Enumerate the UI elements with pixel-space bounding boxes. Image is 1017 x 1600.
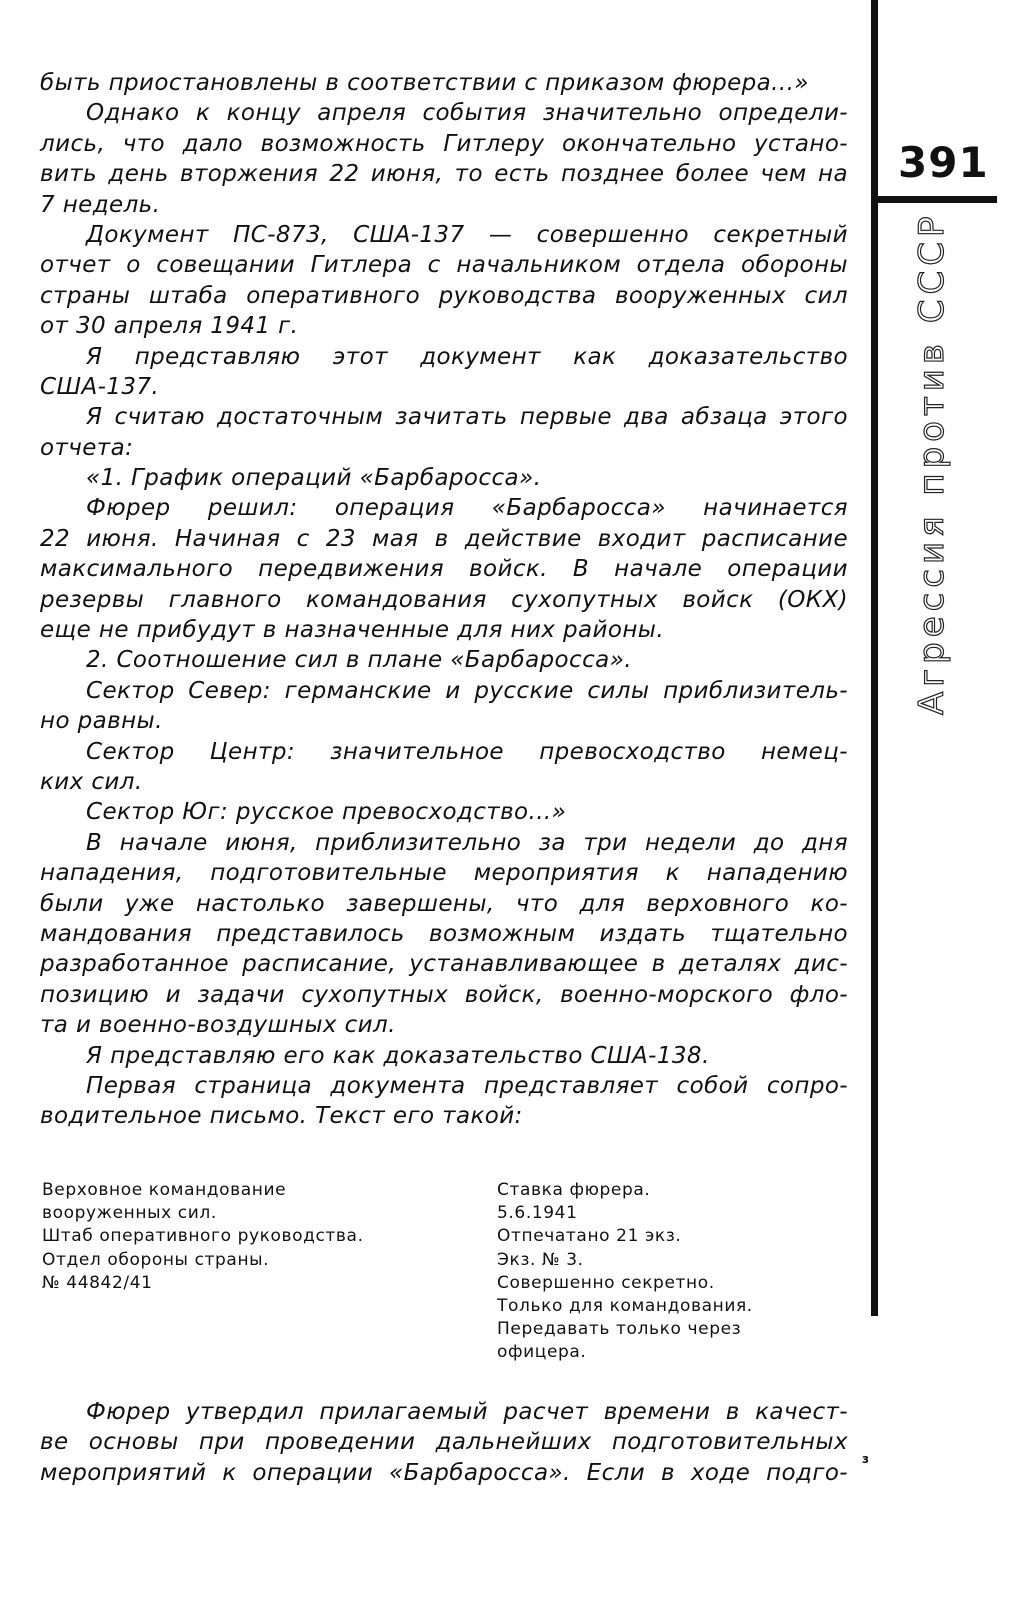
letterhead-line: 5.6.1941 xyxy=(497,1203,578,1224)
letterhead-line: Ставка фюрера. xyxy=(497,1180,651,1200)
text-line: 2. Соотношение сил в плане «Барбаросса». xyxy=(86,647,632,674)
letterhead-line: Штаб оперативного руководства. xyxy=(42,1226,364,1247)
text-line: от 30 апреля 1941 г. xyxy=(40,313,299,340)
text-line: Сектор Север: германские и русские силы приблизитель- xyxy=(86,677,848,704)
text-line: Я считаю достаточным зачитать первые два абзаца этого xyxy=(86,404,848,431)
text-line: нападения, подготовительные мероприятия к нападению xyxy=(40,860,848,887)
text-line: Фюрер утвердил прилагаемый расчет времени в качест- xyxy=(86,1399,848,1425)
text-line: Сектор Юг: русское превосходство...» xyxy=(86,799,567,826)
text-line: Сектор Центр: значительное превосходство немец- xyxy=(86,738,848,765)
letterhead-line: Отпечатано 21 экз. xyxy=(497,1226,682,1247)
letterhead-line: Совершенно секретно. xyxy=(497,1272,715,1293)
letterhead-line: Только для командования. xyxy=(497,1296,753,1317)
text-line: были уже настолько завершены, что для верховного ко- xyxy=(40,890,848,917)
text-line: ких сил. xyxy=(40,768,143,795)
letterhead-line: № 44842/41 xyxy=(42,1272,153,1293)
page-number-rule xyxy=(871,196,997,203)
text-line: та и военно-воздушных сил. xyxy=(40,1012,396,1039)
text-line: В начале июня, приблизительно за три недели до дня xyxy=(86,829,848,856)
text-line: Я представляю его как доказательство США-138. xyxy=(86,1042,710,1069)
text-line: вить день вторжения 22 июня, то есть позднее более чем на xyxy=(40,161,848,188)
text-line: Я представляю этот документ как доказательство xyxy=(86,343,848,370)
text-line: но равны. xyxy=(40,708,163,735)
text-line: 7 недель. xyxy=(40,191,161,218)
letterhead-line: вооруженных сил. xyxy=(42,1203,217,1224)
letterhead-header-block xyxy=(497,1179,753,1365)
text-line: резервы главного командования сухопутных войск (ОКХ) xyxy=(40,586,848,613)
text-line: Документ ПС-873, США-137 — совершенно секретный xyxy=(86,221,848,248)
text-line: отчет о совещании Гитлера с начальником отдела обороны xyxy=(40,252,848,279)
continuation-text-block xyxy=(40,1397,848,1488)
letterhead-line: офицера. xyxy=(497,1342,587,1363)
text-line: позицию и задачи сухопутных войск, военно-морского фло- xyxy=(40,981,848,1008)
text-line: разработанное расписание, устанавливающее в деталях дис- xyxy=(40,951,848,978)
main-text-block xyxy=(40,68,848,1132)
text-line: отчета: xyxy=(40,434,134,461)
letterhead-line: Отдел обороны страны. xyxy=(42,1249,270,1270)
text-line: Однако к концу апреля события значительно определи- xyxy=(86,100,848,127)
text-line: Первая страница документа представляет собой сопро- xyxy=(86,1072,848,1099)
text-line: водительное письмо. Текст его такой: xyxy=(40,1103,523,1130)
letterhead-line: Экз. № 3. xyxy=(497,1249,584,1270)
text-line: еще не прибудут в назначенные для них районы. xyxy=(40,617,665,644)
text-line: «1. График операций «Барбаросса». xyxy=(86,465,542,492)
text-line: ве основы при проведении дальнейших подготовительных xyxy=(40,1429,848,1456)
text-line: мандования представилось возможным издать тщательно xyxy=(40,920,848,947)
text-line: максимального передвижения войск. В начале операции xyxy=(40,556,848,583)
text-line: США-137. xyxy=(40,373,160,400)
page-number: 391 xyxy=(898,138,989,187)
text-line: Фюрер решил: операция «Барбаросса» начинается xyxy=(86,495,848,522)
letterhead-line: Передавать только через xyxy=(497,1319,742,1340)
text-line: страны штаба оперативного руководства вооруженных сил xyxy=(40,282,848,309)
letterhead-line: Верховное командование xyxy=(42,1180,287,1200)
letterhead-sender-block xyxy=(42,1179,364,1295)
text-line: мероприятий к операции «Барбаросса». Если в ходе подго- xyxy=(40,1459,848,1486)
text-line: лись, что дало возможность Гитлеру окончательно устано- xyxy=(40,130,848,157)
margin-mark: з xyxy=(862,1452,869,1466)
text-line: быть приостановлены в соответствии с приказом фюрера...» xyxy=(40,70,809,96)
running-title: Агрессия против СССР xyxy=(912,211,952,715)
text-line: 22 июня. Начиная с 23 мая в действие входит расписание xyxy=(40,525,848,552)
